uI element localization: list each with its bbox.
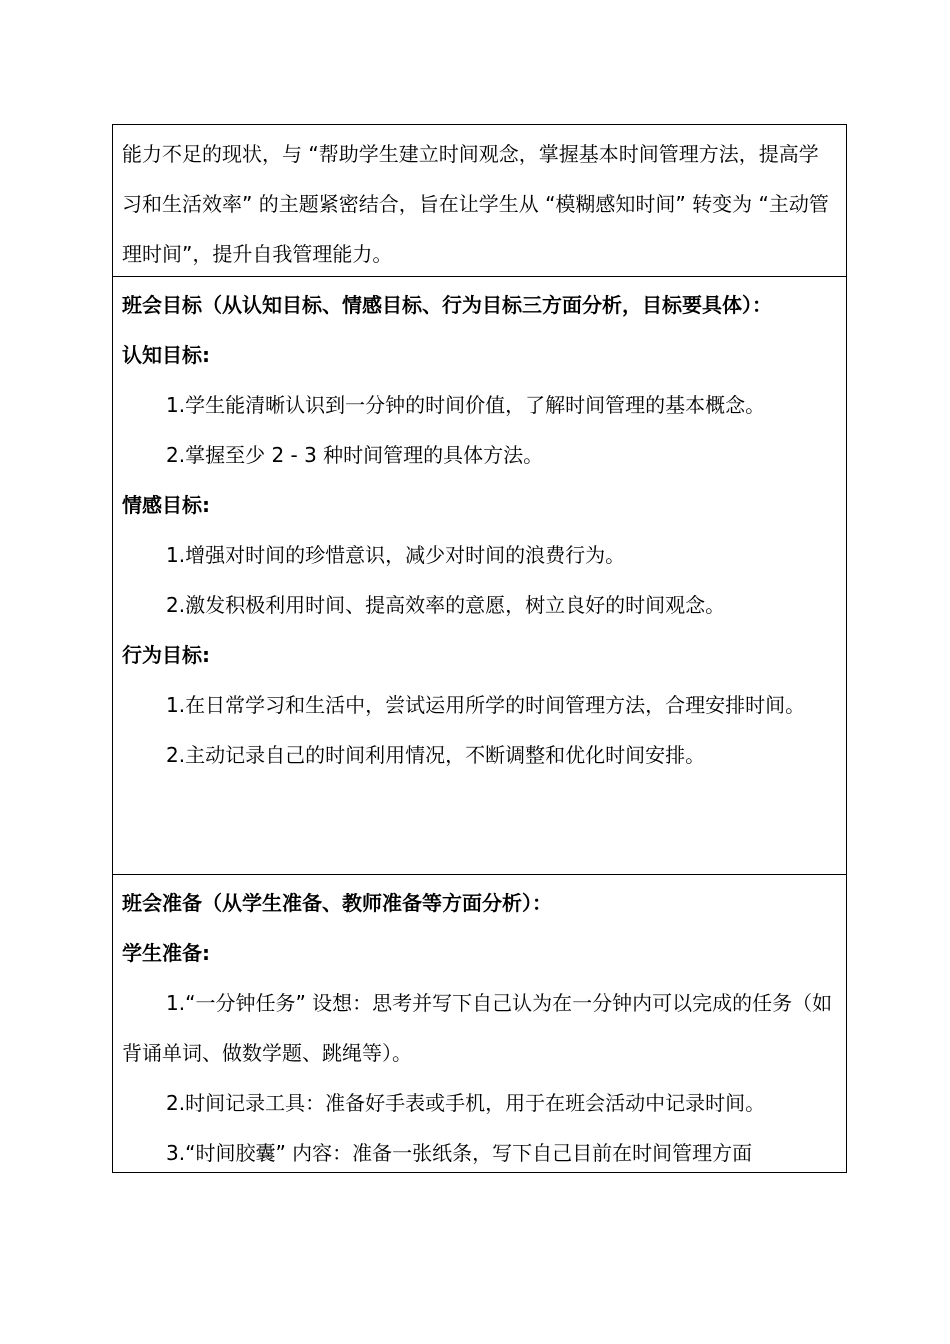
cognitive-goal-item: 1.学生能清晰认识到一分钟的时间价值，了解时间管理的基本概念。 [166,393,766,417]
behavior-goal-title: 行为目标: [122,643,210,667]
goals-heading: 班会目标（从认知目标、情感目标、行为目标三方面分析，目标要具体）： [122,293,772,317]
background-paragraph: 能力不足的现状，与 “帮助学生建立时间观念，掌握基本时间管理方法，提高学习和生活效率” 的主题紧密结合，旨在让学生从 “模糊感知时间” 转变为 “主动管理时间”，提升自我管理能力。 [122,142,829,266]
emotional-goal-title: 情感目标: [122,493,210,517]
cognitive-goal-item: 2.掌握至少 2 - 3 种时间管理的具体方法。 [166,443,544,467]
behavior-goal-item: 1.在日常学习和生活中，尝试运用所学的时间管理方法，合理安排时间。 [166,693,806,717]
behavior-goal-item: 2.主动记录自己的时间利用情况，不断调整和优化时间安排。 [166,743,706,767]
student-preparation-item: 3.“时间胶囊” 内容：准备一张纸条，写下自己目前在时间管理方面 [166,1141,753,1165]
document-table [112,124,847,1173]
cognitive-goal-title: 认知目标: [122,343,210,367]
preparation-section [113,874,846,1172]
student-preparation-item: 1.“一分钟任务” 设想：思考并写下自己认为在一分钟内可以完成的任务（如背诵单词、做数学题、跳绳等）。 [122,991,833,1065]
emotional-goal-item: 1.增强对时间的珍惜意识，减少对时间的浪费行为。 [166,543,626,567]
background-section [113,125,846,276]
preparation-heading: 班会准备（从学生准备、教师准备等方面分析）： [122,891,552,915]
emotional-goal-item: 2.激发积极利用时间、提高效率的意愿，树立良好的时间观念。 [166,593,726,617]
student-preparation-title: 学生准备: [122,941,210,965]
goals-section [113,276,846,874]
student-preparation-item: 2.时间记录工具：准备好手表或手机，用于在班会活动中记录时间。 [166,1091,766,1115]
